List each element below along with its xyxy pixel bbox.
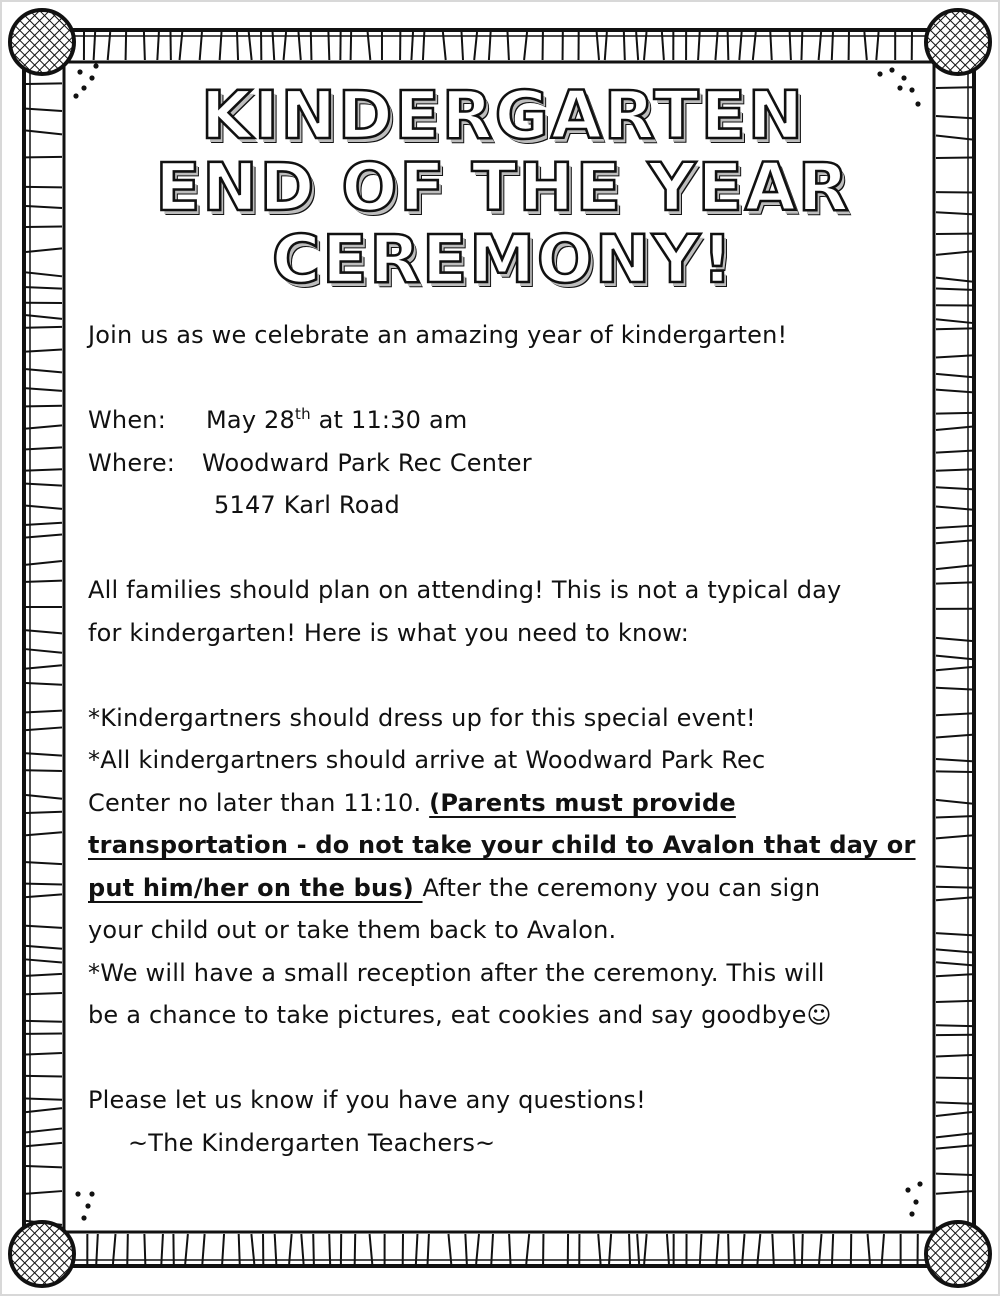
border-tick [26, 683, 62, 685]
border-tick [26, 206, 62, 208]
title-line-2: END OF THE YEAR [155, 149, 851, 226]
border-tick [26, 1021, 62, 1022]
border-tick [26, 711, 62, 713]
corner-ball-bottom-left-icon [10, 1222, 74, 1286]
border-tick [329, 1234, 330, 1264]
border-tick [936, 582, 972, 583]
closing-text: Please let us know if you have any questions! [88, 1086, 646, 1114]
decor-dot [85, 1203, 90, 1208]
decor-dot [77, 69, 82, 74]
border-tick [936, 800, 972, 804]
border-tick [144, 1234, 145, 1264]
border-tick [728, 1234, 729, 1264]
border-tick [26, 83, 62, 84]
border-tick [26, 1143, 62, 1146]
border-tick [936, 413, 972, 414]
border-tick [936, 278, 972, 282]
border-tick [936, 688, 972, 690]
border-tick [728, 32, 729, 60]
border-tick [26, 447, 62, 449]
bullet-arrival-line-5: your child out or take them back to Avalon. [88, 916, 617, 944]
border-tick [624, 32, 625, 60]
border-tick [936, 866, 972, 868]
border-tick [936, 136, 972, 140]
border-tick [26, 974, 62, 976]
border-tick [26, 315, 62, 319]
bullet-dress-up: *Kindergartners should dress up for this special event! [88, 703, 756, 732]
bullet-reception-line-2: be a chance to take pictures, eat cookies and say goodbye☺ [88, 1001, 832, 1029]
when-label: When: [88, 406, 167, 434]
border-tick [26, 406, 62, 407]
where-address: 5147 Karl Road [214, 491, 400, 519]
border-tick [26, 770, 62, 771]
border-tick [26, 946, 62, 949]
border-tick [936, 638, 972, 641]
border-tick [936, 427, 972, 430]
border-tick [936, 1112, 972, 1116]
border-tick [26, 349, 62, 351]
border-tick [26, 287, 62, 288]
border-tick [26, 795, 62, 799]
border-tick [936, 949, 972, 952]
border-tick [26, 248, 62, 252]
border-tick [144, 32, 145, 60]
transport-note-c: put him/her on the bus) [88, 873, 423, 902]
border-tick [936, 87, 972, 88]
border-tick [936, 565, 972, 569]
border-tick [237, 32, 238, 60]
border-tick [936, 656, 972, 660]
intro-text: Join us as we celebrate an amazing year of kindergarten! [88, 321, 788, 349]
border-tick [793, 1234, 794, 1264]
border-tick [26, 926, 62, 928]
border-tick [936, 116, 972, 118]
border-tick [351, 32, 352, 60]
where-place: Woodward Park Rec Center [202, 448, 532, 477]
bullet-arrival-line-4 [88, 867, 918, 910]
after-ceremony-text: After the ceremony you can sign [422, 873, 821, 902]
border-tick [26, 534, 62, 537]
border-tick [936, 887, 972, 888]
border-tick [26, 649, 62, 653]
border-tick [26, 506, 62, 509]
when-date-suffix: th [295, 405, 311, 423]
arrival-time-text: Center no later than 11:10. [88, 788, 430, 817]
border-tick [26, 630, 62, 633]
border-tick [936, 355, 972, 357]
families-line-1: All families should plan on attending! This is not a typical day [88, 576, 842, 604]
border-tick [936, 735, 972, 738]
border-tick [311, 32, 312, 60]
border-tick [936, 251, 972, 255]
border-tick [26, 1166, 62, 1167]
decor-dot [905, 1187, 910, 1192]
border-tick [832, 1234, 833, 1264]
border-tick [936, 540, 972, 543]
border-tick [26, 272, 62, 276]
decor-dot [93, 63, 98, 68]
border-tick [936, 771, 972, 772]
border-tick [936, 974, 972, 976]
border-tick [26, 832, 62, 835]
border-tick [26, 894, 62, 897]
border-tick [936, 451, 972, 453]
title-line-1: KINDERGARTEN [200, 77, 806, 154]
decor-dot [75, 1191, 80, 1196]
decor-dot [73, 93, 78, 98]
border-tick [936, 1055, 972, 1057]
border-tick [936, 1025, 972, 1026]
border-tick [239, 1234, 240, 1264]
signature: ~The Kindergarten Teachers~ [128, 1128, 496, 1157]
border-tick [936, 897, 972, 900]
border-tick [26, 1053, 62, 1055]
border-tick [26, 1128, 62, 1132]
border-tick [26, 109, 62, 111]
corner-ball-top-left-icon [10, 10, 74, 74]
border-tick [936, 469, 972, 470]
border-tick [26, 959, 62, 962]
border-tick [26, 1076, 62, 1077]
where-label: Where: [88, 448, 176, 477]
border-tick [936, 390, 972, 393]
border-tick [936, 1102, 972, 1103]
border-tick [790, 32, 791, 60]
border-tick [26, 1108, 62, 1112]
border-tick [936, 667, 972, 670]
border-tick [26, 130, 62, 134]
decor-dot [81, 1215, 86, 1220]
corner-ball-bottom-right-icon [926, 1222, 990, 1286]
border-tick [936, 1001, 972, 1002]
border-tick [936, 487, 972, 489]
border-tick [936, 289, 972, 290]
border-tick [936, 526, 972, 528]
families-line-2: for kindergarten! Here is what you need to know: [88, 618, 690, 647]
border-tick [26, 425, 62, 428]
border-tick [26, 753, 62, 755]
bullet-arrival-line-2 [88, 782, 918, 825]
border-tick [423, 32, 424, 60]
when-time: at 11:30 am [310, 406, 468, 434]
flyer-title [88, 77, 918, 298]
corner-ball-top-right-icon [926, 10, 990, 74]
border-tick [26, 523, 62, 525]
border-tick [26, 327, 62, 328]
border-tick [936, 835, 972, 838]
decor-dot [917, 1181, 922, 1186]
border-tick [802, 1234, 803, 1264]
border-tick [936, 1191, 972, 1194]
border-tick [26, 561, 62, 565]
border-tick [26, 1098, 62, 1099]
border-tick [936, 328, 972, 329]
decor-dot [89, 1191, 94, 1196]
border-tick [313, 1234, 314, 1264]
border-tick [428, 1234, 429, 1264]
border-tick [936, 933, 972, 935]
border-tick [26, 484, 62, 486]
border-tick [26, 665, 62, 668]
border-tick [26, 727, 62, 730]
border-tick [355, 1234, 356, 1264]
border-tick [629, 1234, 630, 1264]
border-tick [127, 1234, 128, 1264]
border-tick [936, 506, 972, 509]
transport-note-a: (Parents must provide [429, 788, 736, 817]
border-tick [126, 32, 127, 60]
border-tick [936, 759, 972, 761]
bullet-reception-line-1: *We will have a small reception after the ceremony. This will [88, 958, 825, 987]
border-tick [328, 32, 329, 60]
border-tick [507, 32, 508, 60]
border-tick [936, 1078, 972, 1079]
decor-dot [913, 1199, 918, 1204]
border-tick [26, 884, 62, 885]
when-row [88, 399, 918, 442]
decor-dot [889, 67, 894, 72]
decor-dot [877, 71, 882, 76]
title-line-3: CEREMONY! [271, 221, 735, 298]
decor-dot [909, 1211, 914, 1216]
border-tick [936, 374, 972, 377]
border-tick [26, 581, 62, 582]
border-tick [936, 1133, 972, 1137]
border-tick [26, 388, 62, 391]
border-tick [936, 1174, 972, 1175]
transport-note-b: transportation - do not take your child to Avalon that day or [88, 831, 916, 859]
border-tick [936, 319, 972, 323]
border-tick [26, 862, 62, 864]
border-tick [936, 1145, 972, 1148]
border-tick [936, 816, 972, 817]
border-tick [26, 1191, 62, 1194]
border-tick [936, 962, 972, 965]
border-tick [936, 713, 972, 715]
border-tick [801, 32, 802, 60]
bullet-arrival-line-3 [88, 824, 918, 867]
where-row [88, 442, 918, 485]
border-tick [936, 212, 972, 214]
border-tick [832, 32, 833, 60]
border-tick [26, 812, 62, 813]
border-tick [509, 1234, 510, 1264]
decor-dot [81, 85, 86, 90]
flyer-content [88, 77, 918, 1164]
border-tick [26, 469, 62, 470]
border-tick [26, 993, 62, 994]
when-date: May 28 [206, 406, 295, 434]
border-tick [26, 369, 62, 372]
bullet-arrival-line-1: *All kindergartners should arrive at Woodward Park Rec [88, 746, 766, 774]
